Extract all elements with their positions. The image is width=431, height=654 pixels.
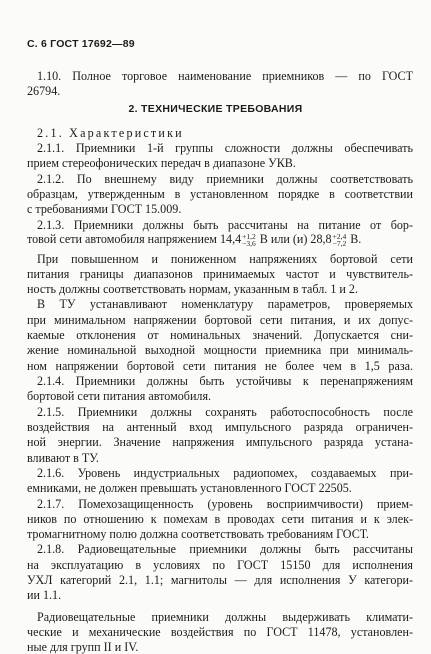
voltage-text: В.	[347, 232, 362, 246]
paragraph-line: 2.1.1. Приемники 1-й группы сложности должны обеспечивать	[37, 141, 413, 155]
body-line: ческие и механические воздействия по ГОСТ 11478, установлен-	[27, 625, 413, 639]
page-header: С. 6 ГОСТ 17692—89	[27, 38, 135, 50]
clause-1-10-line-1: 1.10. Полное торговое наименование приемников — по ГОСТ	[37, 69, 413, 83]
body-line: бортовой сети питания автомобиля.	[27, 389, 212, 403]
body-line: 2.1.6. Уровень индустриальных радиопомех, создаваемых при-	[37, 466, 413, 480]
tolerance-upper: +2,4	[332, 232, 347, 242]
body-line: 2.1.5. Приемники должны сохранять работоспособность после	[37, 405, 413, 419]
voltage-tolerance-1	[242, 233, 256, 247]
body-line: ной энергии. Значение напряжения импульсного разряда устана-	[27, 435, 413, 449]
voltage-line	[27, 232, 413, 250]
body-line: питания границы диапазонов принимаемых частот и чувствитель-	[27, 267, 413, 281]
body-line: при минимальном напряжении бортовой сети питания, и их допус-	[27, 313, 413, 327]
body-line: В ТУ устанавливают номенклатуру параметров, проверяемых	[37, 297, 413, 311]
voltage-text: товой сети автомобиля напряжением 14,4	[27, 232, 242, 246]
paragraph-line: 2.1.2. По внешнему виду приемники должны соответствовать	[37, 172, 413, 186]
body-line: Радиовещательные приемники должны выдерживать климати-	[37, 610, 413, 624]
body-line: УХЛ категорий 2.1, 1.1; магнитолы — для исполнения У категори-	[27, 573, 413, 587]
voltage-tolerance-2	[333, 233, 347, 247]
paragraph-line: образцам, утвержденным в установленном порядке в соответствии	[27, 187, 413, 201]
tolerance-upper: +1,2	[242, 232, 256, 242]
section-title: 2. ТЕХНИЧЕСКИЕ ТРЕБОВАНИЯ	[128, 103, 303, 115]
body-line: ников по отношению к помехам в проводах сети питания и к элек-	[27, 512, 413, 526]
body-line: 2.1.8. Радиовещательные приемники должны быть рассчитаны	[37, 542, 413, 556]
body-line: тромагнитному полю должна соответствовать требованиям ГОСТ.	[27, 527, 369, 541]
body-line: ии 1.1.	[27, 588, 62, 602]
body-line: емниками, не должен превышать установленного ГОСТ 22505.	[27, 481, 352, 495]
paragraph-line: прием стереофонических передач в диапазоне УКВ.	[27, 156, 296, 170]
tolerance-lower: −3,6	[242, 239, 256, 249]
tolerance-lower: −7,2	[332, 239, 347, 249]
body-line: на эксплуатацию в условиях по ГОСТ 15150 для исполнения	[27, 558, 413, 572]
paragraph-line: 2.1.3. Приемники должны быть рассчитаны на питание от бор-	[37, 218, 413, 232]
body-line: При повышенном и пониженном напряжениях бортовой сети	[37, 252, 413, 266]
subsection-title: 2.1. Характеристики	[37, 126, 184, 140]
body-line: 2.1.4. Приемники должны быть устойчивы к перенапряжениям	[37, 374, 413, 388]
voltage-text: В или (и) 28,8	[256, 232, 332, 246]
body-line: вливают в ТУ.	[27, 451, 99, 465]
body-line: 2.1.7. Помехозащищенность (уровень восприимчивости) прием-	[37, 497, 413, 511]
body-line: каемые отклонения от номинальных значений. Допускается сни-	[27, 328, 413, 342]
body-line: ном напряжении бортовой сети питания не более чем в 1,5 раза.	[27, 359, 413, 373]
body-line: ность должны соответствовать нормам, указанным в табл. 1 и 2.	[27, 282, 358, 296]
body-line: ные для групп II и IV.	[27, 640, 139, 654]
clause-1-10-line-2: 26794.	[27, 84, 61, 98]
paragraph-line: с требованиями ГОСТ 15.009.	[27, 202, 182, 216]
body-line: воздействия на антенный вход импульсного разряда ограничен-	[27, 420, 413, 434]
body-line: жение номинальной выходной мощности приемника при минималь-	[27, 343, 413, 357]
